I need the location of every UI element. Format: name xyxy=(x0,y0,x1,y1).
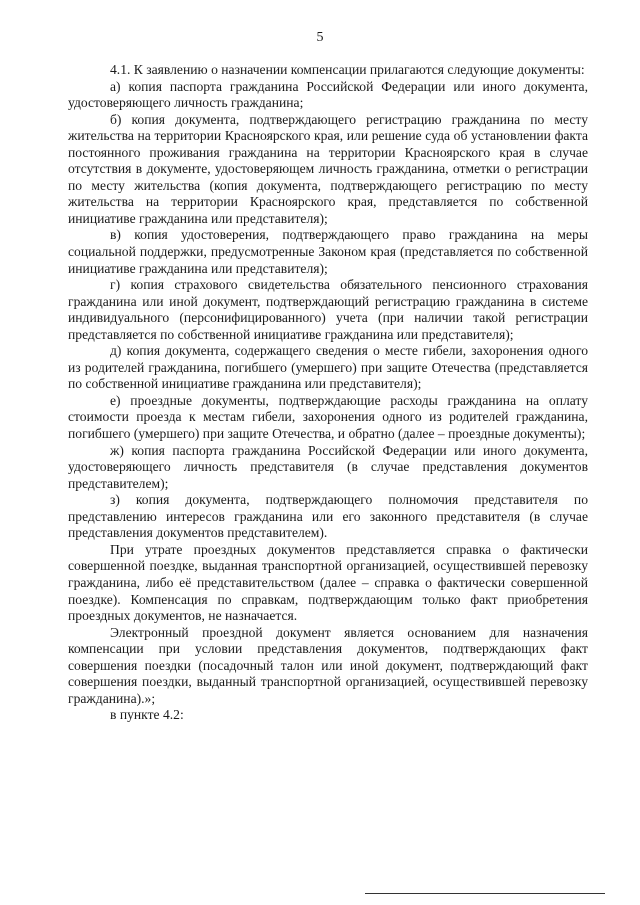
list-item-g: г) копия страхового свидетельства обязательного пенсионного страхования гражданина или иной документ, подтверждающий регистрацию гражданина в системе индивидуального (персонифицированного) учета (при наличии такой регистрации представляется по собственной инициативе гражданина или представителя); xyxy=(68,277,588,342)
footer-divider xyxy=(365,893,605,894)
paragraph-lost-tickets: При утрате проездных документов представляется справка о фактически совершенной поездке, выданная транспортной организацией, осуществившей перевозку гражданина, либо её представительством (далее – справка о фактически совершенной поездке). Компенсация по справкам, подтверждающим только факт приобретения проездных документов, не назначается. xyxy=(68,541,588,624)
document-body xyxy=(68,62,588,724)
list-item-v: в) копия удостоверения, подтверждающего право гражданина на меры социальной поддержки, предусмотренные Законом края (представляется по собственной инициативе гражданина или представителя); xyxy=(68,227,588,276)
paragraph-4-1: 4.1. К заявлению о назначении компенсации прилагаются следующие документы: xyxy=(110,62,585,77)
page-number: 5 xyxy=(316,30,324,45)
list-item-b: б) копия документа, подтверждающего регистрацию гражданина по месту жительства на территории Красноярского края, или решение суда об установлении факта постоянного проживания гражданина на территории Красноярского края в случае отсутствия в документе, удостоверяющем личность гражданина, отметки о регистрации по месту жительства (копия документа, подтверждающего регистрацию по месту жительства на территории Красноярского края, представляется по собственной инициативе гражданина или представителя); xyxy=(68,111,588,226)
list-item-a: а) копия паспорта гражданина Российской Федерации или иного документа, удостоверяющего личность гражданина; xyxy=(68,78,588,111)
paragraph-clause-4-2: в пункте 4.2: xyxy=(110,707,184,723)
list-item-z: з) копия документа, подтверждающего полномочия представителя по представлению интересов гражданина или его законного представителя (в случае представления документов представителем). xyxy=(68,492,588,541)
list-item-d: д) копия документа, содержащего сведения о месте гибели, захоронения одного из родителей гражданина, погибшего (умершего) при защите Отечества (представляется по собственной инициативе гражданина или представителя); xyxy=(68,343,588,392)
list-item-e: е) проездные документы, подтверждающие расходы гражданина на оплату стоимости проезда к местам гибели, захоронения одного из родителей гражданина, погибшего (умершего) при защите Отечества, и обратно (далее – проездные документы); xyxy=(68,392,588,442)
paragraph-electronic-ticket: Электронный проездной документ является основанием для назначения компенсации при условии представления документов, подтверждающих факт совершения поездки (посадочный талон или иной документ, подтверждающий факт совершения поездки, выданный транспортной организацией, осуществившей перевозку гражданина).»; xyxy=(68,624,588,706)
list-item-zh: ж) копия паспорта гражданина Российской Федерации или иного документа, удостоверяющего личность представителя (в случае представления документов представителем); xyxy=(68,442,588,491)
